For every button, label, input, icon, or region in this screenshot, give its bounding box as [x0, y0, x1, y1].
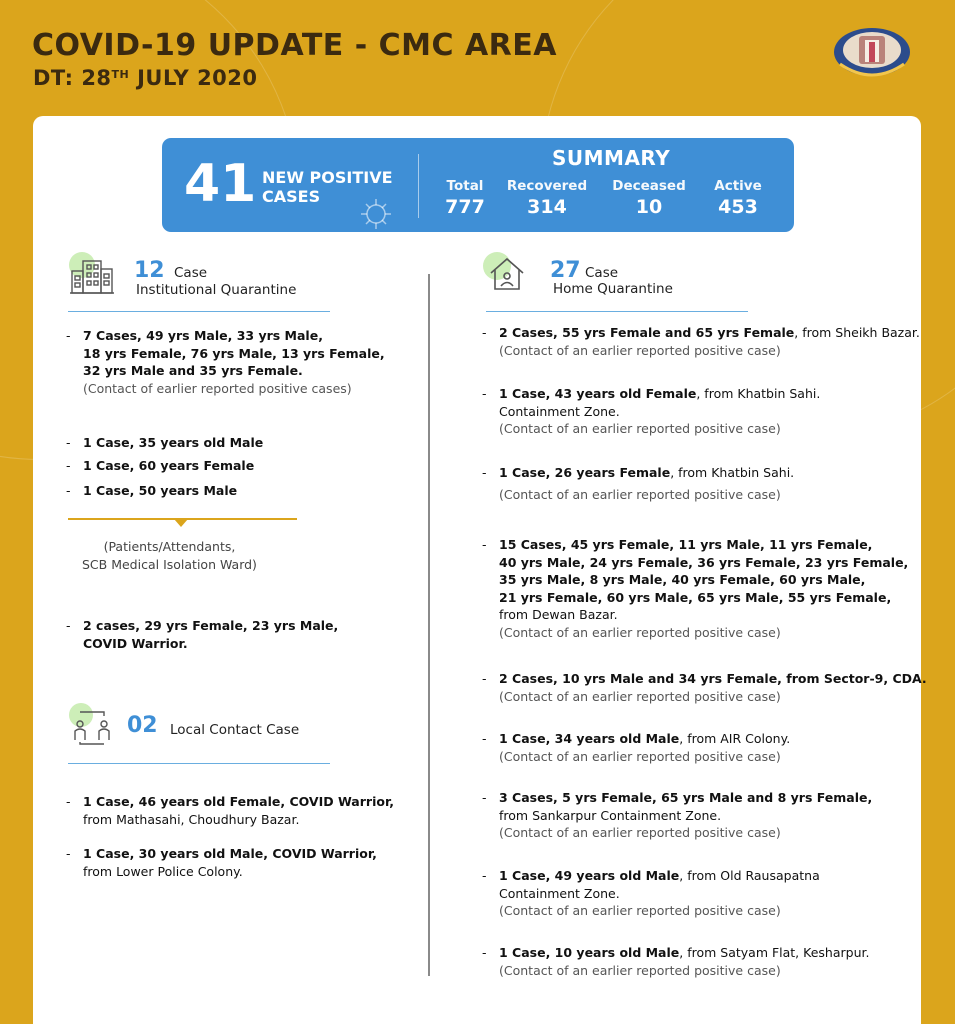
- stat-active: Active 453: [714, 178, 762, 218]
- list-item: - 1 Case, 46 years old Female, COVID Warrior, from Mathasahi, Choudhury Bazar.: [66, 794, 395, 827]
- list-item: - 2 Cases, 10 yrs Male and 34 yrs Female, from Sector-9, CDA. (Contact of an earlier reported positive case): [482, 671, 927, 704]
- people-contact-icon: [66, 702, 116, 746]
- home-count: 27: [550, 258, 581, 283]
- list-item: - 2 cases, 29 yrs Female, 23 yrs Male, COVID Warrior.: [66, 618, 339, 651]
- isolation-ward-note: (Patients/Attendants, SCB Medical Isolation Ward): [82, 539, 257, 572]
- list-item: - 1 Case, 30 years old Male, COVID Warrior, from Lower Police Colony.: [66, 846, 377, 879]
- new-positive-count: 41: [184, 154, 257, 214]
- institutional-count: 12: [134, 258, 165, 283]
- building-icon: [66, 251, 118, 297]
- logo-seal-icon: [828, 20, 916, 84]
- column-divider: [428, 274, 430, 976]
- gold-divider-arrow: [174, 519, 188, 527]
- list-item: - 1 Case, 50 years Male: [66, 483, 238, 498]
- home-unit: Case: [585, 265, 619, 281]
- list-item: - 1 Case, 10 years old Male, from Satyam Flat, Kesharpur. (Contact of an earlier reported positive case): [482, 945, 870, 978]
- divider: [418, 154, 419, 218]
- local-count: 02: [127, 713, 158, 738]
- new-positive-label: NEW POSITIVE CASES: [262, 168, 393, 206]
- list-item: - 15 Cases, 45 yrs Female, 11 yrs Male, 11 yrs Female, 40 yrs Male, 24 yrs Female, 36 yrs Female, 23 yrs Female, 35 yrs Male, 8 yrs Male, 40 yrs Female, 60 yrs Male, 21 yrs Female, 60 yrs Male, 65 yrs Male, 55 yrs Female, from Dewan Bazar. (Contact of an earlier reported positive case): [482, 537, 909, 640]
- page-title: COVID-19 UPDATE - CMC AREA: [32, 28, 557, 63]
- section-underline: [68, 311, 330, 312]
- list-item: - 3 Cases, 5 yrs Female, 65 yrs Male and 8 yrs Female, from Sankarpur Containment Zone. (Contact of an earlier reported positive case): [482, 790, 873, 840]
- list-item: - 1 Case, 35 years old Male: [66, 435, 264, 450]
- stat-recovered: Recovered 314: [506, 178, 588, 218]
- list-item: - 1 Case, 34 years old Male, from AIR Colony. (Contact of an earlier reported positive case): [482, 731, 791, 764]
- list-item: - 1 Case, 60 years Female: [66, 458, 255, 473]
- list-item: - 1 Case, 43 years old Female, from Khatbin Sahi. Containment Zone. (Contact of an earlier reported positive case): [482, 386, 821, 436]
- list-item: - 1 Case, 26 years Female, from Khatbin Sahi. (Contact of an earlier reported positive case): [482, 465, 795, 502]
- section-underline: [486, 311, 748, 312]
- virus-icon: [354, 196, 398, 230]
- summary-banner: [162, 138, 794, 232]
- stat-total: Total 777: [445, 178, 485, 218]
- page-date: DT: 28TH JULY 2020: [33, 66, 258, 90]
- section-underline: [68, 763, 330, 764]
- local-label: Local Contact Case: [170, 722, 300, 738]
- home-label: Home Quarantine: [553, 281, 673, 297]
- list-item: - 7 Cases, 49 yrs Male, 33 yrs Male, 18 yrs Female, 76 yrs Male, 13 yrs Female, 32 yrs Male and 35 yrs Female. (Contact of earlier reported positive cases): [66, 328, 385, 396]
- stat-deceased: Deceased 10: [612, 178, 686, 218]
- summary-title: SUMMARY: [552, 146, 671, 170]
- list-item: - 2 Cases, 55 yrs Female and 65 yrs Female, from Sheikh Bazar. (Contact of an earlier reported positive case): [482, 325, 920, 358]
- list-item: - 1 Case, 49 years old Male, from Old Rausapatna Containment Zone. (Contact of an earlier reported positive case): [482, 868, 820, 918]
- institutional-unit: Case: [174, 265, 208, 281]
- institutional-label: Institutional Quarantine: [136, 282, 297, 298]
- home-icon: [481, 251, 533, 297]
